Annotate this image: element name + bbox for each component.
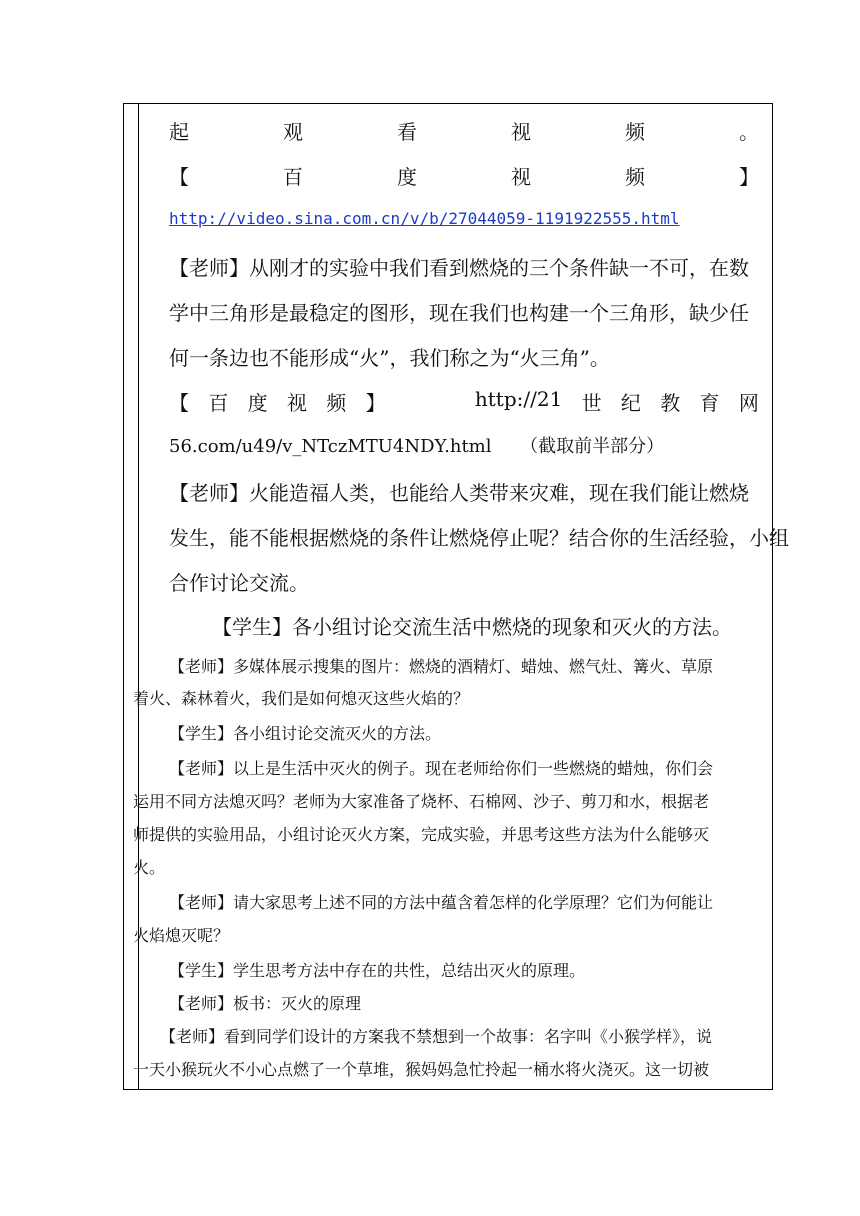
small-text-line: 火。: [133, 858, 166, 877]
paragraph-line: 【老师】火能造福人类，也能给人类带来灾难，现在我们能让燃烧: [169, 481, 749, 505]
char: 世: [581, 391, 602, 415]
justified-line-2: [169, 161, 759, 190]
paragraph-line: 学中三角形是最稳定的图形，现在我们也构建一个三角形，缺少任: [169, 301, 749, 325]
student-line: 【学生】各小组讨论交流生活中燃烧的现象和灭火的方法。: [212, 615, 732, 639]
char: 视: [511, 120, 531, 144]
char: 百: [283, 165, 303, 189]
char: 】: [739, 165, 759, 189]
char: 【: [169, 391, 189, 415]
small-text-line: 【学生】学生思考方法中存在的共性，总结出灭火的原理。: [169, 961, 586, 980]
char: 视: [286, 391, 307, 415]
small-text-line: 【老师】以上是生活中灭火的例子。现在老师给你们一些燃烧的蜡烛，你们会: [169, 759, 714, 778]
paragraph-line: 合作讨论交流。: [169, 571, 309, 595]
char: 】: [365, 391, 386, 415]
char: 度: [247, 391, 268, 415]
char: 纪: [620, 391, 641, 415]
char: 教: [660, 391, 681, 415]
video-link-line: [169, 209, 680, 228]
small-text-line: 【老师】请大家思考上述不同的方法中蕴含着怎样的化学原理？它们为何能让: [169, 893, 714, 912]
paragraph-line: 【老师】从刚才的实验中我们看到燃烧的三个条件缺一不可，在数: [169, 256, 749, 280]
char: 频: [326, 391, 347, 415]
small-text-line: 火焰熄灭呢？: [133, 926, 230, 945]
video-link[interactable]: http://video.sina.com.cn/v/b/27044059-1191922555.html: [169, 209, 680, 228]
url-continuation-line: 56.com/u49/v_NTczMTU4NDY.html （截取前半部分）: [169, 436, 665, 457]
paragraph-line: 何一条边也不能形成“火”，我们称之为“火三角”。: [169, 346, 610, 370]
small-text-line: 着火、森林着火，我们是如何熄灭这些火焰的？: [133, 689, 470, 708]
small-text-line: 【老师】看到同学们设计的方案我不禁想到一个故事：名字叫《小猴学样》，说: [160, 1027, 713, 1046]
char: 百: [208, 391, 229, 415]
char: http://21: [474, 387, 563, 411]
char: 频: [625, 165, 645, 189]
char: 看: [397, 120, 417, 144]
char: 起: [169, 120, 189, 144]
char: 度: [397, 165, 417, 189]
char: 。: [739, 120, 759, 144]
char: 育: [699, 391, 720, 415]
content-table: [123, 103, 789, 1090]
char: 【: [169, 165, 189, 189]
justified-line-3: [169, 387, 759, 416]
small-text-line: 【老师】板书：灭火的原理: [169, 994, 362, 1013]
char: 视: [511, 165, 531, 189]
char: 网: [738, 391, 759, 415]
char: 观: [283, 120, 303, 144]
justified-line-1: [169, 116, 759, 145]
small-text-line: 一天小猴玩火不小心点燃了一个草堆，猴妈妈急忙拎起一桶水将火浇灭。这一切被: [133, 1060, 710, 1079]
small-text-line: 【学生】各小组讨论交流灭火的方法。: [169, 724, 442, 743]
small-text-line: 【老师】多媒体展示搜集的图片：燃烧的酒精灯、蜡烛、燃气灶、篝火、草原: [169, 657, 714, 676]
paragraph-line: 发生，能不能根据燃烧的条件让燃烧停止呢？结合你的生活经验，小组: [169, 526, 789, 550]
char: 频: [625, 120, 645, 144]
small-text-line: 运用不同方法熄灭吗？老师为大家准备了烧杯、石棉网、沙子、剪刀和水，根据老: [133, 792, 710, 811]
small-text-line: 师提供的实验用品，小组讨论灭火方案，完成实验，并思考这些方法为什么能够灭: [133, 825, 710, 844]
